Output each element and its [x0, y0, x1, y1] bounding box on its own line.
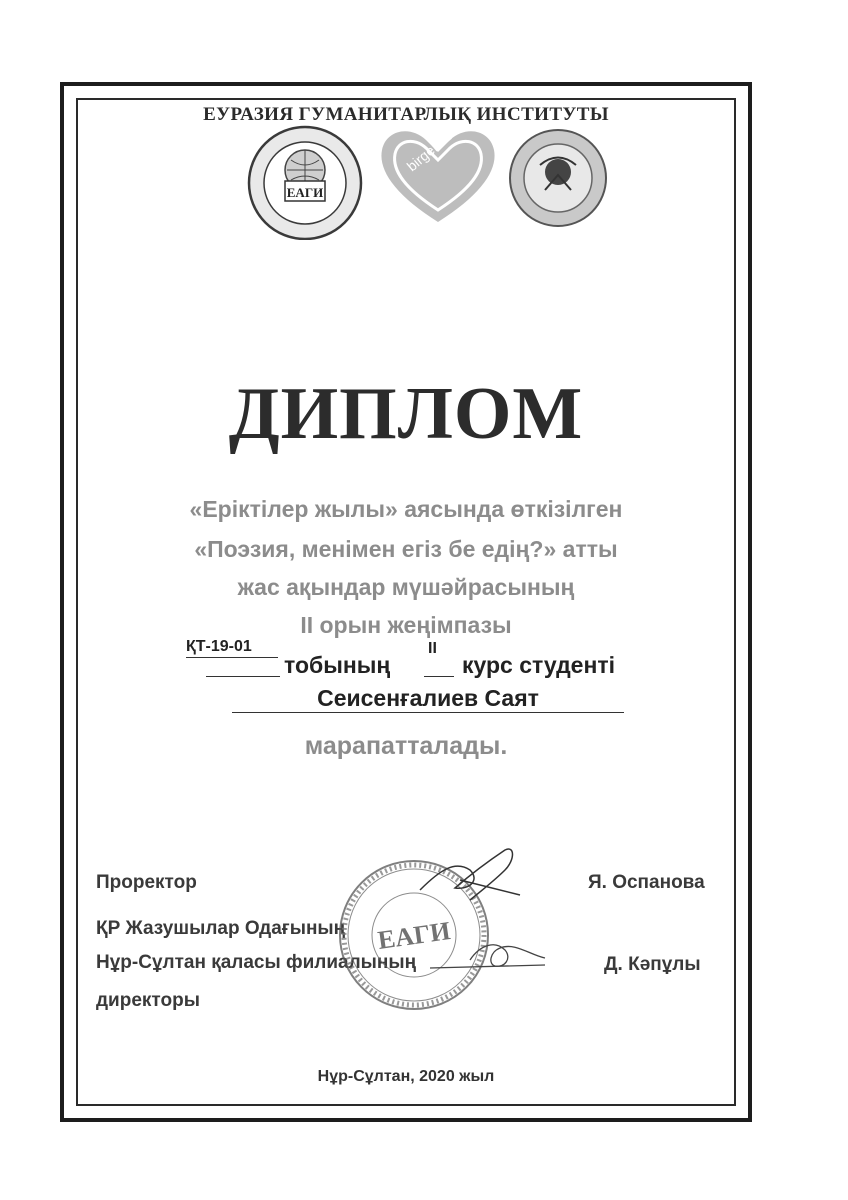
course-blank-line	[424, 676, 454, 677]
logo-middle-text: birgemiz	[403, 128, 455, 175]
signatory-name-1: Я. Оспанова	[588, 872, 705, 893]
diploma-title: ДИПЛОМ	[228, 373, 584, 455]
signatory-role-2-line-2: Нұр-Сұлтан қаласы филиалының	[96, 952, 417, 973]
stamp-text: ЕАГИ	[375, 916, 453, 955]
group-blank-line	[206, 676, 280, 677]
logos-row	[0, 0, 848, 240]
group-code-underline	[186, 657, 278, 658]
signatory-role-2-line-1: ҚР Жазушылар Одағының	[96, 918, 346, 939]
group-code: ҚТ-19-01	[186, 638, 252, 655]
logo-left-text: ЕАГИ	[286, 185, 324, 200]
signatory-role-2-line-3: директоры	[96, 990, 200, 1011]
birgemiz-heart-logo	[381, 128, 494, 222]
footer-place-year: Нұр-Сұлтан, 2020 жыл	[317, 1068, 495, 1085]
signatory-role-1: Проректор	[96, 872, 197, 893]
body-line-1: «Еріктілер жылы» аясында өткізілген	[189, 496, 623, 522]
course-number: II	[428, 640, 437, 657]
student-name: Сеисенғалиев Саят	[317, 685, 539, 711]
body-line-4: II орын жеңімпазы	[300, 612, 512, 638]
awarded-text: марапатталады.	[304, 732, 508, 760]
seal-emblem	[510, 130, 606, 226]
body-line-2: «Поэзия, менімен егіз бе едің?» атты	[194, 536, 618, 562]
signatory-name-2: Д. Кәпұлы	[604, 954, 701, 975]
institute-emblem	[249, 127, 361, 239]
course-text: курс студенті	[462, 652, 616, 678]
institute-name: ЕУРАЗИЯ ГУМАНИТАРЛЫҚ ИНСТИТУТЫ	[203, 104, 609, 125]
student-name-underline	[232, 712, 624, 713]
body-line-3: жас ақындар мүшәйрасының	[237, 574, 575, 600]
group-text: тобының	[284, 652, 391, 678]
